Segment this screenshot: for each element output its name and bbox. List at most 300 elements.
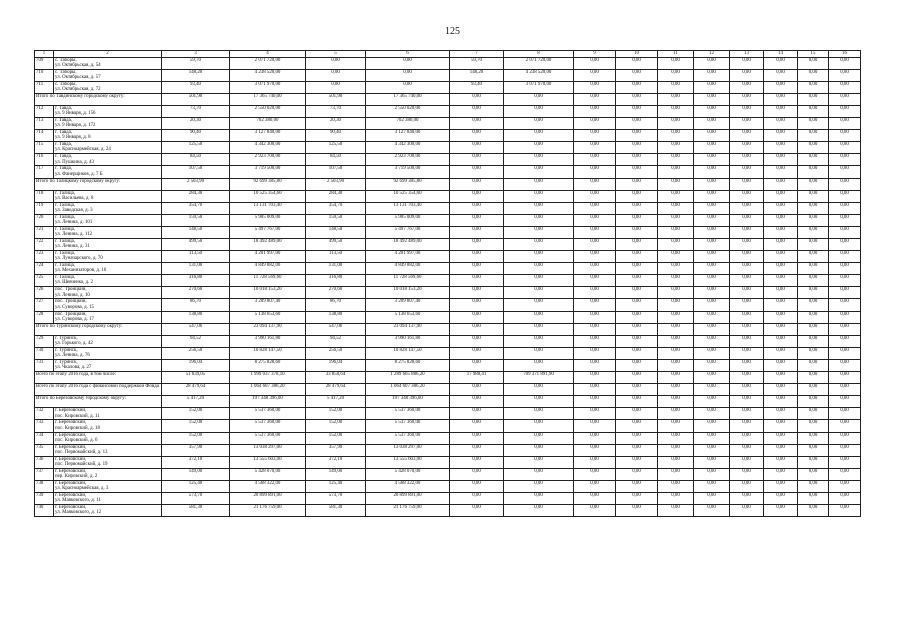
address-cell [54, 202, 162, 214]
value-cell: 3 719 500,00 [366, 166, 450, 178]
address-street: пер. Кировский, д. 2 [55, 473, 98, 479]
value-cell: 0,00 [658, 480, 694, 492]
value-cell: 0,00 [730, 420, 764, 432]
table-row [35, 444, 861, 456]
address-street: ул. Фанерщиков, д. 7 Б [55, 171, 103, 177]
table-row [35, 154, 861, 166]
row-number-cell: 722 [35, 239, 54, 251]
value-cell: 0,00 [616, 202, 658, 214]
value-cell: 92 699 385,80 [366, 178, 450, 190]
value-cell: 0,00 [616, 335, 658, 347]
value-cell: 501,90 [306, 93, 366, 105]
value-cell: 284,30 [306, 190, 366, 202]
value-cell: 10 018 153,20 [366, 287, 450, 299]
value-cell: 196,04 [306, 359, 366, 371]
page-number: 125 [445, 26, 460, 37]
value-cell: 0,00 [829, 263, 861, 275]
value-cell: 0,00 [694, 130, 730, 142]
value-cell: 5 905 009,00 [230, 214, 306, 226]
column-number-cell: 2 [54, 51, 162, 58]
value-cell: 0,00 [694, 202, 730, 214]
value-cell: 0,00 [764, 408, 798, 420]
value-cell: 113,50 [162, 251, 230, 263]
value-cell: 709 371 891,90 [504, 372, 574, 384]
value-cell: 0,00 [829, 239, 861, 251]
value-cell: 0,00 [694, 396, 730, 408]
value-cell: 0,00 [616, 81, 658, 93]
address-street: пос. Первомайский, д. 19 [55, 461, 108, 467]
value-cell: 149,00 [306, 468, 366, 480]
value-cell: 0,00 [450, 214, 504, 226]
value-cell: 0,00 [616, 105, 658, 117]
value-cell: 0,00 [764, 226, 798, 238]
value-cell: 0,00 [730, 214, 764, 226]
value-cell: 0,00 [658, 178, 694, 190]
value-cell: 0,00 [694, 190, 730, 202]
address-street: ул. 9 Января, д. 8 [55, 135, 91, 141]
value-cell: 0,00 [574, 239, 616, 251]
value-cell: 18 492 489,00 [230, 239, 306, 251]
value-cell: 0,00 [574, 263, 616, 275]
value-cell: 4 568 322,00 [366, 480, 450, 492]
row-number-cell: 718 [35, 190, 54, 202]
column-number-cell: 7 [450, 51, 504, 58]
value-cell: 0,00 [574, 420, 616, 432]
value-cell: 0,00 [574, 311, 616, 323]
value-cell: 0,00 [730, 178, 764, 190]
value-cell: 0,00 [574, 178, 616, 190]
row-number-cell: 710 [35, 69, 54, 81]
address-cell [54, 492, 162, 504]
value-cell: 5 417,20 [306, 396, 366, 408]
column-number-cell: 3 [162, 51, 230, 58]
value-cell: 0,00 [616, 311, 658, 323]
value-cell: 0,00 [450, 166, 504, 178]
value-cell: 73,70 [162, 105, 230, 117]
value-cell: 0,00 [730, 396, 764, 408]
value-cell: 0,00 [450, 420, 504, 432]
value-cell: 0,00 [658, 311, 694, 323]
row-number-cell: 733 [35, 420, 54, 432]
value-cell: 0,00 [504, 263, 574, 275]
address-street: ул. Чкалова, д. 27 [55, 365, 92, 371]
value-cell: 581,30 [306, 505, 366, 517]
value-cell: 0,00 [764, 118, 798, 130]
value-cell: 28 479,64 [306, 384, 366, 396]
value-cell: 0,00 [574, 190, 616, 202]
value-cell: 138,80 [306, 311, 366, 323]
value-cell: 4 238 520,00 [230, 69, 306, 81]
value-cell: 0,00 [764, 323, 798, 335]
value-cell: 0,00 [694, 226, 730, 238]
value-cell: 0,00 [616, 299, 658, 311]
value-cell: 94,52 [306, 335, 366, 347]
value-cell: 0,00 [764, 492, 798, 504]
value-cell: 149,00 [162, 468, 230, 480]
value-cell: 0,00 [764, 505, 798, 517]
value-cell: 0,00 [730, 190, 764, 202]
value-cell: 0,00 [798, 432, 829, 444]
value-cell: 0,00 [764, 335, 798, 347]
value-cell: 0,00 [798, 190, 829, 202]
value-cell: 0,00 [450, 335, 504, 347]
value-cell: 0,00 [574, 299, 616, 311]
table-row [35, 480, 861, 492]
value-cell: 357,90 [162, 444, 230, 456]
value-cell: 499,50 [306, 239, 366, 251]
value-cell: 0,00 [450, 154, 504, 166]
value-cell: 138,80 [162, 311, 230, 323]
address-cell [54, 444, 162, 456]
subtotal-label: Всего по этапу 2016 года, в том числе: [35, 372, 162, 384]
value-cell: 0,00 [616, 166, 658, 178]
value-cell: 0,00 [798, 287, 829, 299]
value-cell: 0,00 [504, 492, 574, 504]
table-row [35, 130, 861, 142]
table-row [35, 505, 861, 517]
value-cell: 501,90 [162, 93, 230, 105]
row-number-cell: 728 [35, 311, 54, 323]
row-number-cell: 716 [35, 154, 54, 166]
address-street: пос. Первомайский, д. 13 [55, 449, 108, 455]
value-cell: 0,00 [798, 480, 829, 492]
value-cell: 0,00 [658, 118, 694, 130]
value-cell: 3 990 161,80 [230, 335, 306, 347]
value-cell: 2 071 720,00 [230, 57, 306, 69]
address-locality: г. Туринск, [55, 335, 78, 341]
value-cell: 0,00 [306, 57, 366, 69]
table-row [35, 408, 861, 420]
value-cell: 0,00 [574, 384, 616, 396]
row-number-cell: 739 [35, 492, 54, 504]
value-cell: 0,00 [764, 396, 798, 408]
value-cell: 0,00 [694, 275, 730, 287]
value-cell: 0,00 [658, 105, 694, 117]
value-cell: 0,00 [616, 57, 658, 69]
value-cell: 0,00 [616, 480, 658, 492]
value-cell: 0,00 [616, 226, 658, 238]
address-cell [54, 251, 162, 263]
value-cell: 0,00 [658, 408, 694, 420]
row-number-cell: 725 [35, 275, 54, 287]
value-cell: 0,00 [694, 166, 730, 178]
value-cell: 0,00 [730, 93, 764, 105]
value-cell: 0,00 [574, 432, 616, 444]
value-cell: 0,00 [694, 142, 730, 154]
value-cell: 2 923 700,00 [230, 154, 306, 166]
value-cell: 2 503,90 [306, 178, 366, 190]
value-cell: 0,00 [829, 166, 861, 178]
address-street: ул. Маяковского, д. 12 [55, 510, 102, 516]
value-cell: 0,00 [504, 444, 574, 456]
value-cell: 10 828 147,50 [366, 347, 450, 359]
row-number-cell: 738 [35, 480, 54, 492]
value-cell: 148,50 [306, 226, 366, 238]
value-cell: 0,00 [658, 81, 694, 93]
value-cell: 0,00 [829, 130, 861, 142]
value-cell: 0,00 [798, 214, 829, 226]
value-cell: 0,00 [616, 214, 658, 226]
address-locality: с. Таборы, [55, 57, 77, 63]
value-cell: 270,60 [162, 287, 230, 299]
value-cell: 0,00 [450, 492, 504, 504]
address-locality: г. Талица, [55, 251, 76, 257]
value-cell: 0,00 [504, 420, 574, 432]
value-cell: 4 201 997,00 [230, 251, 306, 263]
value-cell: 0,00 [450, 142, 504, 154]
value-cell: 0,00 [694, 81, 730, 93]
value-cell: 0,00 [574, 69, 616, 81]
row-number-cell: 715 [35, 142, 54, 154]
value-cell: 0,00 [616, 287, 658, 299]
value-cell: 0,00 [658, 154, 694, 166]
value-cell: 0,00 [694, 384, 730, 396]
row-number-cell: 723 [35, 251, 54, 263]
value-cell: 10 525 354,60 [366, 190, 450, 202]
value-cell: 0,00 [730, 263, 764, 275]
table-row [35, 190, 861, 202]
row-number-cell: 724 [35, 263, 54, 275]
value-cell: 0,00 [694, 456, 730, 468]
value-cell: 0,00 [829, 311, 861, 323]
value-cell: 0,00 [616, 396, 658, 408]
value-cell: 0,00 [829, 456, 861, 468]
value-cell: 0,00 [694, 93, 730, 105]
value-cell: 51 839,05 [162, 372, 230, 384]
value-cell: 0,00 [450, 456, 504, 468]
address-street: ул. Ленина, д. 10 [55, 292, 90, 298]
value-cell: 0,00 [450, 432, 504, 444]
value-cell: 0,00 [798, 226, 829, 238]
value-cell: 5 497 767,00 [230, 226, 306, 238]
value-cell: 125,50 [162, 142, 230, 154]
value-cell: 0,00 [829, 420, 861, 432]
address-cell [54, 190, 162, 202]
address-locality: г. Березовский, [55, 444, 87, 450]
table-row [35, 468, 861, 480]
value-cell: 0,00 [450, 130, 504, 142]
value-cell: 0,00 [694, 69, 730, 81]
value-cell: 0,00 [658, 505, 694, 517]
value-cell: 0,00 [574, 142, 616, 154]
value-cell: 0,00 [616, 468, 658, 480]
value-cell: 3 127 840,00 [230, 130, 306, 142]
value-cell: 0,00 [504, 359, 574, 371]
value-cell: 0,00 [504, 130, 574, 142]
value-cell: 0,00 [730, 275, 764, 287]
value-cell: 0,00 [798, 105, 829, 117]
value-cell: 0,00 [616, 492, 658, 504]
value-cell: 0,00 [798, 275, 829, 287]
address-locality: пос. Троицкий, [55, 299, 87, 305]
value-cell: 316,80 [162, 275, 230, 287]
value-cell: 0,00 [450, 480, 504, 492]
value-cell: 73,70 [306, 105, 366, 117]
value-cell: 0,00 [450, 263, 504, 275]
address-street: ул. Октябрьская, д. 72 [55, 86, 101, 92]
value-cell: 499,50 [162, 239, 230, 251]
address-street: ул. 9 Января, д. 172 [55, 123, 96, 129]
value-cell: 59,70 [450, 57, 504, 69]
value-cell: 0,00 [829, 105, 861, 117]
value-cell: 0,00 [616, 420, 658, 432]
value-cell: 5 905 009,00 [366, 214, 450, 226]
value-cell: 0,00 [764, 456, 798, 468]
row-number-cell: 719 [35, 202, 54, 214]
value-cell: 0,00 [504, 299, 574, 311]
subtotal-label: Итого по Тавдинскому городскому округу: [35, 93, 162, 105]
value-cell: 0,00 [829, 275, 861, 287]
value-cell: 0,00 [574, 130, 616, 142]
value-cell: 0,00 [616, 93, 658, 105]
table-row [35, 105, 861, 117]
registry-table [34, 50, 861, 517]
value-cell: 0,00 [829, 384, 861, 396]
column-number-cell: 5 [306, 51, 366, 58]
value-cell: 0,00 [798, 239, 829, 251]
value-cell: 3 719 500,00 [230, 166, 306, 178]
value-cell: 0,00 [764, 57, 798, 69]
value-cell: 0,00 [730, 323, 764, 335]
value-cell: 4 201 997,00 [366, 251, 450, 263]
value-cell: 159,50 [306, 214, 366, 226]
value-cell: 0,00 [730, 456, 764, 468]
value-cell: 90,40 [306, 130, 366, 142]
value-cell: 0,00 [764, 299, 798, 311]
value-cell: 0,00 [574, 323, 616, 335]
value-cell: 10 018 153,20 [230, 287, 306, 299]
value-cell: 0,00 [450, 275, 504, 287]
address-cell [54, 408, 162, 420]
value-cell: 573,70 [306, 492, 366, 504]
value-cell: 5 537 360,00 [366, 420, 450, 432]
value-cell: 0,00 [798, 420, 829, 432]
value-cell: 0,00 [658, 420, 694, 432]
value-cell: 0,00 [798, 444, 829, 456]
value-cell: 0,00 [504, 323, 574, 335]
address-street: пос. Кировский, д. 11 [55, 413, 100, 419]
value-cell: 0,00 [829, 359, 861, 371]
address-locality: г. Березовский, [55, 480, 87, 486]
value-cell: 0,00 [658, 347, 694, 359]
subtotal-row [35, 178, 861, 190]
column-number-cell: 10 [616, 51, 658, 58]
value-cell: 0,00 [798, 347, 829, 359]
value-cell: 0,00 [764, 130, 798, 142]
row-number-cell: 736 [35, 456, 54, 468]
value-cell: 0,00 [764, 202, 798, 214]
address-locality: г. Тавда, [55, 118, 73, 124]
value-cell: 0,00 [574, 335, 616, 347]
value-cell: 159,50 [162, 214, 230, 226]
value-cell: 0,00 [450, 347, 504, 359]
value-cell: 0,00 [658, 130, 694, 142]
value-cell: 0,00 [798, 166, 829, 178]
address-cell [54, 432, 162, 444]
value-cell: 0,00 [504, 505, 574, 517]
value-cell: 0,00 [616, 239, 658, 251]
address-street: ул. Луначарского, д. 70 [55, 256, 103, 262]
value-cell: 0,00 [616, 359, 658, 371]
column-number-cell: 6 [366, 51, 450, 58]
address-cell [54, 142, 162, 154]
value-cell: 33 850,64 [306, 372, 366, 384]
row-number-cell: 713 [35, 118, 54, 130]
value-cell: 0,00 [504, 456, 574, 468]
value-cell: 107,50 [162, 166, 230, 178]
value-cell: 0,00 [574, 492, 616, 504]
value-cell: 0,00 [829, 118, 861, 130]
address-locality: г. Талица, [55, 226, 76, 232]
address-locality: с. Таборы, [55, 81, 77, 87]
value-cell: 0,00 [366, 81, 450, 93]
value-cell: 0,00 [764, 263, 798, 275]
value-cell: 0,00 [730, 335, 764, 347]
value-cell: 0,00 [616, 408, 658, 420]
value-cell: 0,00 [829, 468, 861, 480]
value-cell: 197 348 396,00 [366, 396, 450, 408]
value-cell: 0,00 [616, 432, 658, 444]
value-cell: 0,00 [694, 420, 730, 432]
value-cell: 0,00 [730, 311, 764, 323]
value-cell: 0,00 [829, 69, 861, 81]
value-cell: 0,00 [574, 105, 616, 117]
table-row [35, 299, 861, 311]
value-cell: 0,00 [658, 432, 694, 444]
value-cell: 0,00 [764, 432, 798, 444]
address-street: ул. Красноармейская, д. 24 [55, 147, 111, 153]
value-cell: 316,80 [306, 275, 366, 287]
value-cell: 0,00 [616, 275, 658, 287]
value-cell: 152,00 [306, 420, 366, 432]
address-locality: с. Таборы, [55, 69, 77, 75]
total-row [35, 372, 861, 384]
address-street: ул. Васильева, д. 8 [55, 195, 94, 201]
value-cell: 0,00 [616, 154, 658, 166]
value-cell: 0,00 [574, 214, 616, 226]
address-cell [54, 311, 162, 323]
address-locality: г. Талица, [55, 275, 76, 281]
value-cell: 0,00 [658, 287, 694, 299]
row-number-cell: 709 [35, 57, 54, 69]
value-cell: 372,10 [162, 456, 230, 468]
value-cell: 0,00 [504, 226, 574, 238]
value-cell: 0,00 [798, 142, 829, 154]
address-street: ул. Суворова, д. 15 [55, 304, 94, 310]
value-cell: 0,00 [764, 142, 798, 154]
value-cell: 84,50 [306, 154, 366, 166]
value-cell: 0,00 [450, 311, 504, 323]
value-cell: 0,00 [798, 372, 829, 384]
value-cell: 0,00 [798, 118, 829, 130]
value-cell: 0,00 [574, 118, 616, 130]
value-cell: 5 537 360,00 [230, 408, 306, 420]
value-cell: 0,00 [450, 118, 504, 130]
value-cell: 2 923 700,00 [366, 154, 450, 166]
value-cell: 0,00 [694, 263, 730, 275]
value-cell: 0,00 [829, 178, 861, 190]
value-cell: 0,00 [829, 202, 861, 214]
subtotal-row [35, 396, 861, 408]
table-row [35, 226, 861, 238]
value-cell: 0,00 [829, 81, 861, 93]
value-cell: 0,00 [764, 105, 798, 117]
value-cell: 113,50 [306, 251, 366, 263]
registry-body [35, 51, 861, 517]
value-cell: 5 138 653,60 [230, 311, 306, 323]
value-cell: 0,00 [504, 251, 574, 263]
value-cell: 0,00 [504, 166, 574, 178]
